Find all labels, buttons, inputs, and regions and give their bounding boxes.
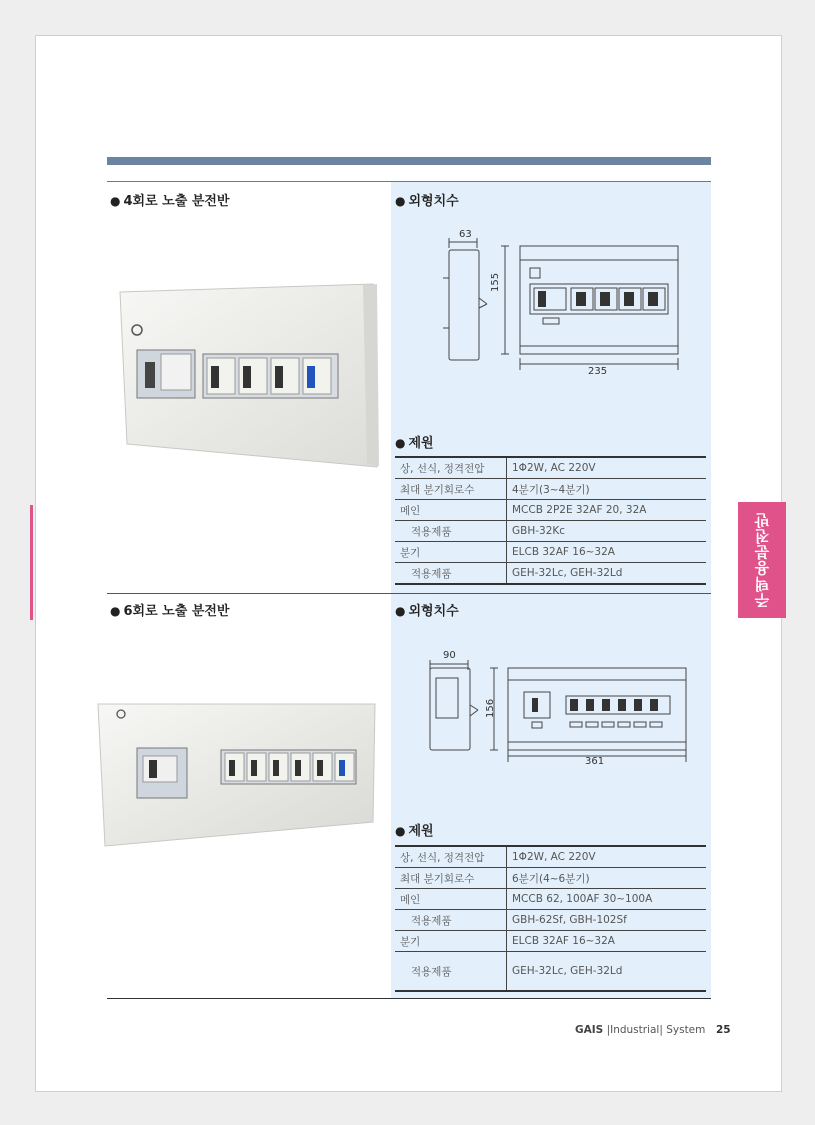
dimension-depth-label-1: 63: [459, 229, 472, 240]
spec-value: MCCB 62, 100AF 30~100A: [507, 889, 707, 910]
spec-value: GBH-62Sf, GBH-102Sf: [507, 910, 707, 931]
section-divider-middle: [107, 593, 711, 594]
table-row: [395, 931, 706, 952]
page-edge-marker: [30, 505, 33, 620]
table-row: [395, 479, 706, 500]
table-row: [395, 868, 706, 889]
bullet-icon: ●: [110, 604, 121, 618]
spec-table-1: [395, 456, 706, 585]
table-row: [395, 542, 706, 563]
table-row: [395, 952, 706, 992]
spec-title-2: [395, 820, 434, 839]
dimension-width-label-1: 235: [588, 366, 608, 377]
spec-value: 1Φ2W, AC 220V: [507, 846, 707, 868]
spec-table-2: [395, 845, 706, 992]
dimension-title-text: 외형치수: [408, 194, 459, 209]
spec-key: 분기: [395, 931, 507, 952]
spec-key: 적용제품: [395, 952, 507, 992]
brand-logo: GAIS: [575, 1024, 604, 1036]
bullet-icon: ●: [395, 604, 406, 618]
spec-value: 1Φ2W, AC 220V: [507, 457, 707, 479]
table-row: [395, 910, 706, 931]
spec-key: 상, 선식, 정격전압: [395, 457, 507, 479]
footer-brand: [575, 1024, 705, 1036]
dimension-depth-label-2: 90: [443, 650, 456, 661]
dimension-height-label-2: 156: [485, 698, 496, 718]
dimension-drawing-2: [420, 650, 690, 765]
bullet-icon: ●: [110, 194, 121, 208]
table-row: [395, 889, 706, 910]
spec-key: 적용제품: [395, 563, 507, 585]
dimension-height-label-1: 155: [490, 272, 501, 292]
section-divider-bottom: [107, 998, 711, 999]
spec-value: MCCB 2P2E 32AF 20, 32A: [507, 500, 707, 521]
table-row: [395, 521, 706, 542]
spec-value: GBH-32Kc: [507, 521, 707, 542]
spec-title-text: 제원: [408, 436, 434, 451]
spec-key: 메인: [395, 500, 507, 521]
footer-tagline: |Industrial| System: [606, 1024, 706, 1036]
spec-value: GEH-32Lc, GEH-32Ld: [507, 952, 707, 992]
spec-key: 최대 분기회로수: [395, 868, 507, 889]
dimension-title-1: [395, 190, 459, 209]
spec-title-text: 제원: [408, 824, 434, 839]
spec-key: 상, 선식, 정격전압: [395, 846, 507, 868]
spec-key: 적용제품: [395, 521, 507, 542]
product-title-text: 4회로 노출 분전반: [123, 194, 230, 209]
spec-value: ELCB 32AF 16~32A: [507, 542, 707, 563]
dimension-title-2: [395, 600, 459, 619]
dimension-width-label-2: 361: [585, 756, 605, 767]
product-photo-4-circuit: [115, 282, 380, 477]
table-row: [395, 457, 706, 479]
product-photo-6-circuit: [95, 700, 380, 850]
page-number: 25: [716, 1024, 731, 1036]
bullet-icon: ●: [395, 436, 406, 450]
spec-value: 6분기(4~6분기): [507, 868, 707, 889]
table-row: [395, 563, 706, 585]
table-row: [395, 500, 706, 521]
product-title-text: 6회로 노출 분전반: [123, 604, 230, 619]
spec-key: 적용제품: [395, 910, 507, 931]
bullet-icon: ●: [395, 824, 406, 838]
product-title-2: [110, 600, 230, 619]
spec-value: 4분기(3~4분기): [507, 479, 707, 500]
category-side-tab[interactable]: 주택용분전반: [738, 502, 786, 618]
spec-key: 분기: [395, 542, 507, 563]
spec-key: 메인: [395, 889, 507, 910]
dimension-title-text: 외형치수: [408, 604, 459, 619]
header-bar: [107, 157, 711, 165]
spec-value: GEH-32Lc, GEH-32Ld: [507, 563, 707, 585]
product-title-1: [110, 190, 230, 209]
spec-key: 최대 분기회로수: [395, 479, 507, 500]
bullet-icon: ●: [395, 194, 406, 208]
spec-value: ELCB 32AF 16~32A: [507, 931, 707, 952]
table-row: [395, 846, 706, 868]
spec-title-1: [395, 432, 434, 451]
dimension-drawing-1: [435, 228, 685, 388]
